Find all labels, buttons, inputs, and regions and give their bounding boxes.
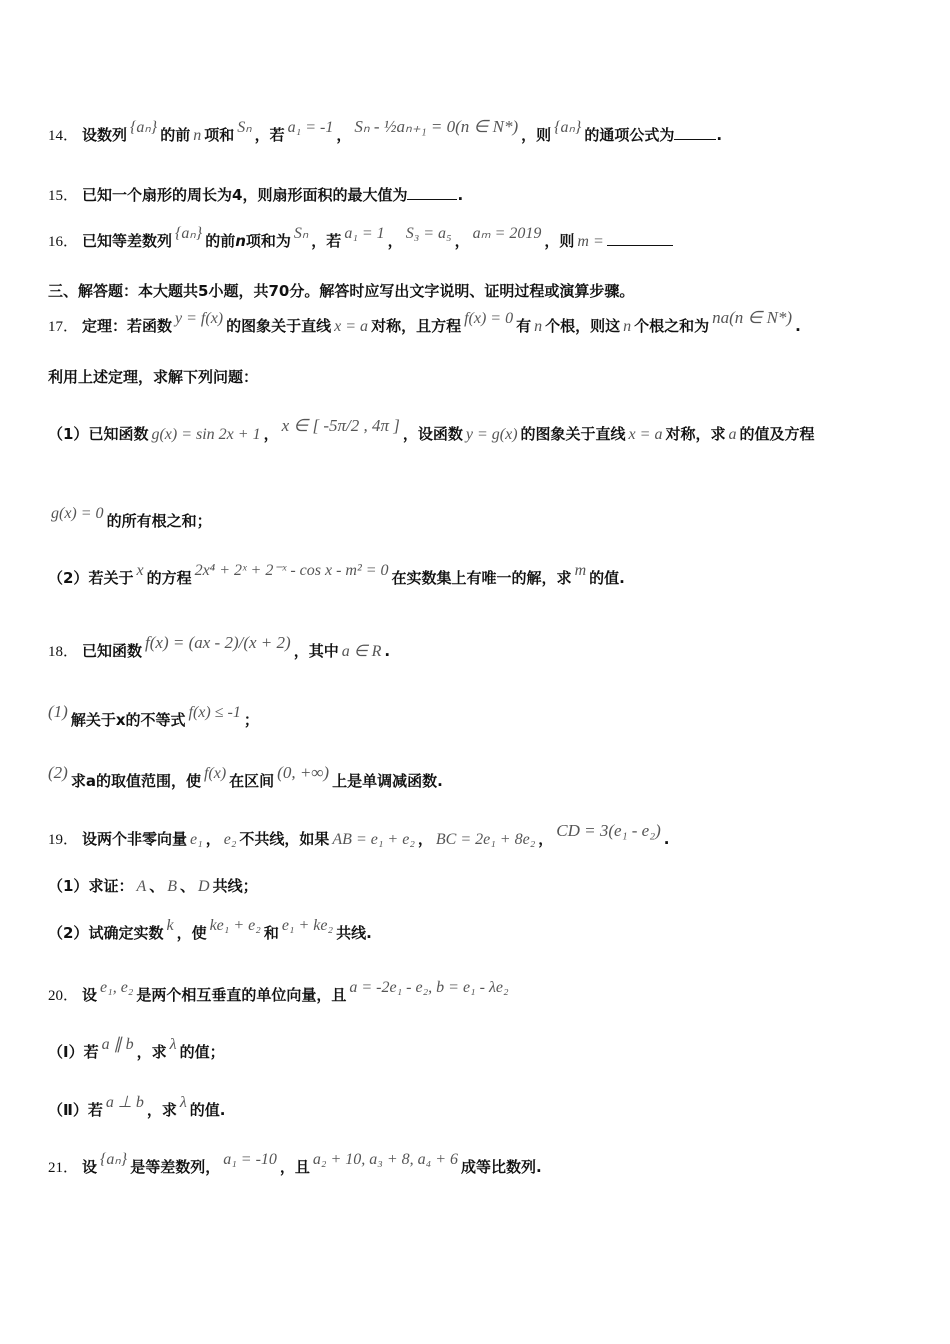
text: 对称，求 xyxy=(665,425,726,443)
text: ，且 xyxy=(279,1158,310,1176)
question-number: 14． xyxy=(48,128,79,144)
question-20 xyxy=(48,979,512,1007)
formula: {aₙ} xyxy=(130,119,158,136)
formula: D xyxy=(198,878,210,895)
text: ， xyxy=(205,830,221,848)
formula: na(n ∈ N*) xyxy=(712,308,793,327)
formula: n xyxy=(623,318,632,335)
text: 的值. xyxy=(589,569,625,587)
text: 的值； xyxy=(179,1043,225,1061)
text: 的所有根之和； xyxy=(106,512,212,530)
formula: f(x) ≤ -1 xyxy=(188,704,241,721)
text: 个根之和为 xyxy=(634,317,710,335)
formula: BC = 2e₁ + 8e₂ xyxy=(435,831,536,848)
text: 成等比数列. xyxy=(461,1158,542,1176)
text: ， xyxy=(336,126,352,144)
formula: {aₙ} xyxy=(554,119,582,136)
text: 的前 xyxy=(205,232,236,250)
formula: n xyxy=(193,127,202,144)
question-number: 17． xyxy=(48,319,79,335)
q19-part-2 xyxy=(48,917,372,945)
text: 定理：若函数 xyxy=(82,317,173,335)
answer-blank xyxy=(674,125,716,140)
formula: a₁ = 1 xyxy=(344,225,385,242)
question-17 xyxy=(48,308,801,338)
formula: g(x) = 0 xyxy=(51,505,104,522)
part-label: (1) xyxy=(48,702,68,721)
formula: λ xyxy=(179,1094,187,1111)
answer-blank xyxy=(607,231,673,246)
text: 在实数集上有唯一的解，求 xyxy=(391,569,572,587)
formula: a = -2e₁ - e₂, b = e₁ - λe₂ xyxy=(349,979,509,996)
formula: a₁ = -10 xyxy=(223,1151,277,1168)
q18-part-1 xyxy=(48,702,259,732)
text: ，若 xyxy=(254,126,285,144)
text: ， xyxy=(263,425,279,443)
question-21 xyxy=(48,1151,542,1179)
text: 的值. xyxy=(189,1101,226,1119)
q17-intro: 利用上述定理，求解下列问题： xyxy=(48,368,259,386)
formula: AB = e₁ + e₂ xyxy=(332,831,415,848)
formula: Sₙ xyxy=(237,119,252,136)
text: ，求 xyxy=(146,1101,177,1119)
q17-part-1-cont xyxy=(48,505,212,533)
text: 已知函数 xyxy=(88,425,149,443)
formula: {aₙ} xyxy=(100,1151,128,1168)
question-number: 15． xyxy=(48,188,79,204)
formula: B xyxy=(167,878,178,895)
formula: n xyxy=(534,318,543,335)
formula: f(x) = (ax - 2)/(x + 2) xyxy=(145,633,291,652)
part-label: （1） xyxy=(48,877,89,895)
text: 有 xyxy=(516,317,532,335)
part-label: （1） xyxy=(48,425,89,443)
formula: a ⊥ b xyxy=(105,1094,144,1111)
text: 解关于x的不等式 xyxy=(70,711,186,729)
text: . xyxy=(716,126,723,144)
text: ，使 xyxy=(176,924,207,942)
text: 若 xyxy=(87,1101,103,1119)
text: . xyxy=(795,317,801,335)
text: ，则 xyxy=(544,232,575,250)
q17-part-2 xyxy=(48,562,625,590)
text: 若 xyxy=(83,1043,99,1061)
text: 设 xyxy=(82,1158,98,1176)
formula: y = f(x) xyxy=(175,310,224,327)
text: 、 xyxy=(180,877,196,895)
formula: x = a xyxy=(334,318,369,335)
text: ； xyxy=(243,711,259,729)
text: ，设函数 xyxy=(402,425,463,443)
formula: (0, +∞) xyxy=(277,763,330,782)
q17-part-1 xyxy=(48,416,815,446)
text: ，若 xyxy=(311,232,342,250)
formula: e₁, e₂ xyxy=(100,979,134,996)
formula: g(x) = sin 2x + 1 xyxy=(151,426,261,443)
question-19 xyxy=(48,821,670,851)
text: 对称，且方程 xyxy=(371,317,462,335)
text: . xyxy=(457,186,464,204)
formula: x ∈ [ -5π/2 , 4π ] xyxy=(281,416,400,435)
text: 、 xyxy=(149,877,165,895)
formula: e₁ xyxy=(190,831,203,848)
text: 求证： xyxy=(88,877,134,895)
answer-blank xyxy=(407,185,457,200)
text: . xyxy=(384,642,391,660)
text: ， xyxy=(454,232,470,250)
question-16 xyxy=(48,225,673,253)
part-label: （Ⅱ） xyxy=(48,1101,88,1119)
formula: a₁ = -1 xyxy=(287,119,334,136)
text: 设 xyxy=(82,986,98,1004)
text: 上是单调减函数. xyxy=(332,772,443,790)
formula: ke₁ + e₂ xyxy=(209,917,261,934)
text: 共线； xyxy=(212,877,258,895)
q19-part-1 xyxy=(48,875,258,898)
question-number: 20． xyxy=(48,988,79,1004)
text: 已知一个扇形的周长为4，则扇形面积的最大值为 xyxy=(82,186,408,204)
text: . xyxy=(663,830,670,848)
text: 设数列 xyxy=(82,126,128,144)
formula: m = xyxy=(577,233,604,250)
text: 和 xyxy=(263,924,279,942)
question-number: 18． xyxy=(48,644,79,660)
formula: f(x) xyxy=(203,765,227,782)
text: ， xyxy=(387,232,403,250)
text: 在区间 xyxy=(229,772,275,790)
text: 的图象关于直线 xyxy=(520,425,626,443)
text: 项和为 xyxy=(245,232,291,250)
text: n xyxy=(235,232,246,250)
text: 的图象关于直线 xyxy=(226,317,332,335)
part-label: (2) xyxy=(48,763,68,782)
formula: λ xyxy=(169,1036,177,1053)
part-label: （2） xyxy=(48,569,89,587)
formula: CD = 3(e₁ - e₂) xyxy=(556,821,661,840)
text: 的方程 xyxy=(146,569,192,587)
text: 已知等差数列 xyxy=(82,232,173,250)
text: ，求 xyxy=(136,1043,167,1061)
formula: a ∥ b xyxy=(101,1036,134,1053)
formula: x xyxy=(136,562,144,579)
question-14 xyxy=(48,117,723,147)
question-18 xyxy=(48,633,391,663)
q20-part-1 xyxy=(48,1036,225,1064)
formula: y = g(x) xyxy=(465,426,518,443)
formula: 2x⁴ + 2ˣ + 2⁻ˣ - cos x - m² = 0 xyxy=(194,562,389,579)
section-heading: 三、解答题：本大题共5小题，共70分。解答时应写出文字说明、证明过程或演算步骤。 xyxy=(48,282,635,300)
text: ， xyxy=(538,830,554,848)
text: 个根，则这 xyxy=(545,317,621,335)
text: 已知函数 xyxy=(82,642,143,660)
text: 试确定实数 xyxy=(88,924,164,942)
formula: {aₙ} xyxy=(175,225,203,242)
question-number: 16． xyxy=(48,234,79,250)
formula: m xyxy=(574,562,587,579)
text: ， xyxy=(417,830,433,848)
formula: S₃ = a₅ xyxy=(405,225,452,242)
formula: a ∈ R xyxy=(341,643,382,660)
part-label: （Ⅰ） xyxy=(48,1043,84,1061)
text: 是等差数列， xyxy=(130,1158,221,1176)
formula: Sₙ xyxy=(293,225,309,242)
text: 是两个相互垂直的单位向量，且 xyxy=(136,986,347,1004)
question-15 xyxy=(48,184,463,207)
text: 求a的取值范围，使 xyxy=(70,772,201,790)
text: ，则 xyxy=(521,126,552,144)
part-label: （2） xyxy=(48,924,89,942)
formula: e₁ + ke₂ xyxy=(281,917,334,934)
formula: a₂ + 10, a₃ + 8, a₄ + 6 xyxy=(312,1151,458,1168)
formula: e₂ xyxy=(223,831,237,848)
text: 的前 xyxy=(160,126,191,144)
formula: A xyxy=(136,878,147,895)
text: 若关于 xyxy=(88,569,134,587)
formula: f(x) = 0 xyxy=(464,310,514,327)
formula: Sₙ - ½aₙ₊₁ = 0(n ∈ N*) xyxy=(354,117,519,136)
text: 设两个非零向量 xyxy=(82,830,188,848)
text: ，其中 xyxy=(293,642,339,660)
formula: x = a xyxy=(628,426,663,443)
formula: a xyxy=(728,426,737,443)
text: 不共线，如果 xyxy=(239,830,330,848)
text: 的值及方程 xyxy=(739,425,815,443)
text: 的通项公式为 xyxy=(584,126,675,144)
question-number: 21． xyxy=(48,1160,79,1176)
text: 项和 xyxy=(204,126,235,144)
q20-part-2 xyxy=(48,1094,226,1122)
question-number: 19． xyxy=(48,832,79,848)
text: 共线. xyxy=(336,924,372,942)
formula: k xyxy=(166,917,174,934)
q18-part-2 xyxy=(48,763,443,793)
formula: aₘ = 2019 xyxy=(472,225,542,242)
